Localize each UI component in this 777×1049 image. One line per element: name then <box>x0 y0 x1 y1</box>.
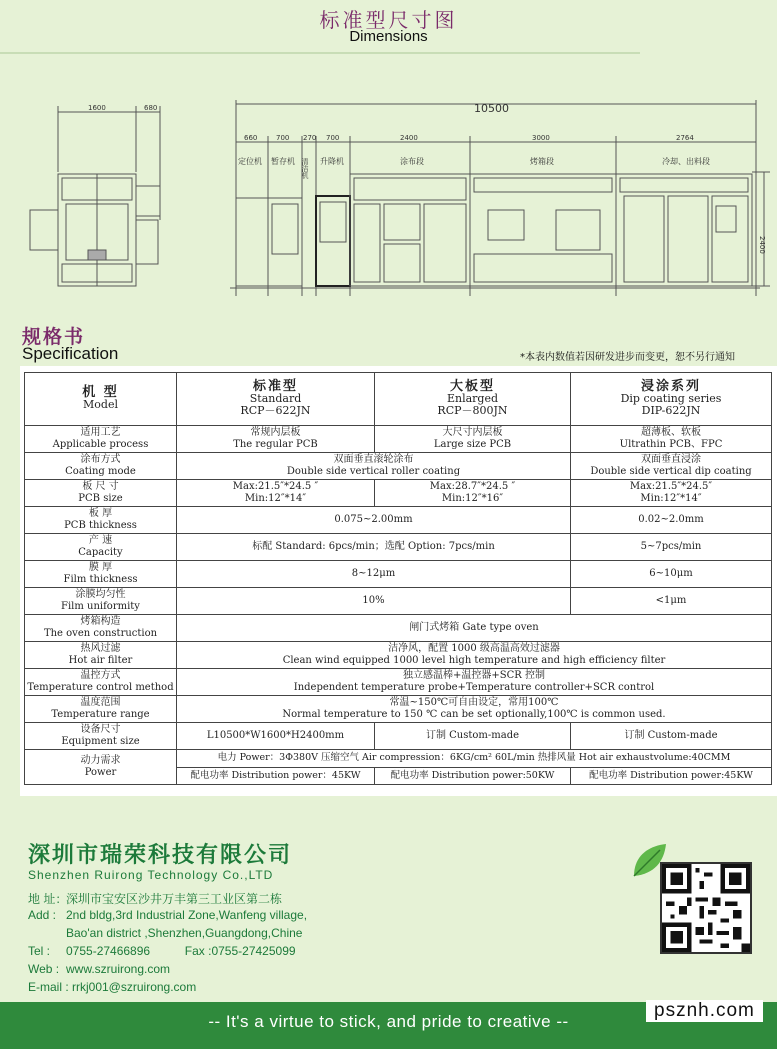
row-capacity <box>25 534 772 561</box>
label-size-en: PCB size <box>78 493 123 504</box>
cell-filter-all <box>177 642 772 669</box>
dim-total-length: 10500 <box>474 102 509 115</box>
address-en-1: 2nd bldg,3rd Industrial Zone,Wanfeng village, <box>66 908 308 922</box>
slogan: -- It's a virtue to stick, and pride to creative -- <box>208 1012 569 1031</box>
spec-title-en: Specification <box>22 344 119 363</box>
header-dip-cn: 浸涂系列 <box>640 379 701 394</box>
label-power <box>25 750 177 785</box>
cell-power-standard: 配电功率 Distribution power：45KW <box>177 767 375 785</box>
dim-left-width-2: 680 <box>144 104 158 112</box>
label-capacity-cn: 产 速 <box>88 535 113 546</box>
label-coating-en: Coating mode <box>65 466 136 477</box>
cell-film-dip: 6~10μm <box>571 561 772 588</box>
label-uniformity <box>25 588 177 615</box>
filter-en: Clean wind equipped 1000 level high temperature and high efficiency filter <box>282 655 666 666</box>
label-oven <box>25 615 177 642</box>
temp-range-cn: 常温~150℃可自由设定，常用100℃ <box>389 697 559 708</box>
header-model-cn: 机 型 <box>82 385 119 400</box>
row-film <box>25 561 772 588</box>
label-temp-control-cn: 温控方式 <box>80 670 121 681</box>
row-coating <box>25 453 772 480</box>
coating-dip-en: Double side vertical dip coating <box>590 466 752 477</box>
tel-label: Tel : <box>28 944 51 958</box>
dim-seg-6: 3000 <box>532 134 550 142</box>
header-standard <box>177 373 375 426</box>
label-thickness-cn: 板 厚 <box>88 508 113 519</box>
dim-seg-7: 2764 <box>676 134 694 142</box>
cell-process-dip <box>571 426 772 453</box>
header-model <box>25 373 177 426</box>
temp-control-cn: 独立感温棒+温控器+SCR 控制 <box>403 670 545 681</box>
divider <box>0 52 640 54</box>
size-enlarged-max: Max:28.7″*24.5 ″ <box>429 481 516 492</box>
cell-temp-control-all <box>177 669 772 696</box>
seg-label-1: 定位机 <box>238 157 262 166</box>
seg-label-5: 涂布段 <box>400 157 424 166</box>
row-oven <box>25 615 772 642</box>
label-temp-range-cn: 温度范围 <box>80 697 121 708</box>
cell-film-standard-enlarged: 8~12μm <box>177 561 571 588</box>
seg-label-3: 清洁机 <box>301 158 309 179</box>
header-dip-code: DIP-622JN <box>641 404 701 417</box>
email-label: E-mail : <box>28 980 69 994</box>
size-dip-max: Max:21.5″*24.5″ <box>629 481 713 492</box>
label-temp-range <box>25 696 177 723</box>
row-process <box>25 426 772 453</box>
dimension-drawing <box>0 60 777 305</box>
filter-cn: 洁净风，配置 1000 级高温高效过滤器 <box>388 643 560 654</box>
cell-process-enlarged <box>375 426 571 453</box>
label-process-cn: 适用工艺 <box>80 427 121 438</box>
tel-value: 0755-27466896 <box>66 944 151 958</box>
dim-seg-2: 700 <box>276 134 290 142</box>
address-label-cn: 地 址： <box>28 892 68 906</box>
address-cn: 深圳市宝安区沙井万丰第三工业区第二栋 <box>66 892 283 906</box>
cell-power-top: 电力 Power：3Φ380V 压缩空气 Air compression：6KG/cm² 60L/min 热排风量 Hot air exhaustvolume:40CMM <box>177 750 772 768</box>
header-enlarged <box>375 373 571 426</box>
dim-seg-3: 270 <box>303 134 317 142</box>
cell-temp-range-all <box>177 696 772 723</box>
row-temp-range <box>25 696 772 723</box>
label-filter <box>25 642 177 669</box>
cell-uniformity-dip: <1μm <box>571 588 772 615</box>
row-equip-size <box>25 723 772 750</box>
fax-label: Fax : <box>184 944 212 958</box>
label-thickness-en: PCB thickness <box>64 520 137 531</box>
label-equip-size <box>25 723 177 750</box>
header-standard-code: RCP－622JN <box>240 404 311 417</box>
label-power-cn: 动力需求 <box>80 755 121 766</box>
cell-equip-size-standard: L10500*W1600*H2400mm <box>177 723 375 750</box>
label-size-cn: 板 尺 寸 <box>82 481 119 492</box>
address-en-2: Bao'an district ,Shenzhen,Guangdong,Chine <box>66 926 303 940</box>
address-en-line-1 <box>28 908 307 922</box>
cell-size-standard <box>177 480 375 507</box>
email-line <box>28 980 196 994</box>
cell-process-standard <box>177 426 375 453</box>
label-temp-control-en: Temperature control method <box>27 682 174 693</box>
cell-size-enlarged <box>375 480 571 507</box>
header-standard-cn: 标准型 <box>252 379 298 394</box>
qr-code-icon <box>660 862 752 954</box>
seg-label-4: 升降机 <box>320 157 344 166</box>
web-label: Web : <box>28 962 60 976</box>
cell-thickness-standard-enlarged: 0.075~2.00mm <box>177 507 571 534</box>
label-film <box>25 561 177 588</box>
cell-coating-standard-enlarged <box>177 453 571 480</box>
watermark: psznh.com <box>646 1000 763 1022</box>
label-coating-cn: 涂布方式 <box>80 454 121 465</box>
phone-line <box>28 944 296 958</box>
size-enlarged-min: Min:12″*16″ <box>441 493 504 504</box>
label-filter-cn: 热风过滤 <box>80 643 121 654</box>
cell-uniformity-standard-enlarged: 10% <box>177 588 571 615</box>
dim-seg-1: 660 <box>244 134 258 142</box>
temp-control-en: Independent temperature probe+Temperature controller+SCR control <box>293 682 655 693</box>
label-temp-control <box>25 669 177 696</box>
header-standard-en: Standard <box>249 392 302 405</box>
label-uniformity-cn: 涂膜均匀性 <box>75 589 126 600</box>
header-model-en: Model <box>83 398 118 411</box>
company-name-en: Shenzhen Ruirong Technology Co.,LTD <box>28 868 274 882</box>
label-uniformity-en: Film uniformity <box>61 601 140 612</box>
label-filter-en: Hot air filter <box>68 655 133 666</box>
cell-coating-dip <box>571 453 772 480</box>
label-thickness <box>25 507 177 534</box>
size-standard-min: Min:12″*14″ <box>244 493 307 504</box>
size-dip-min: Min:12″*14″ <box>640 493 702 504</box>
cell-power-enlarged: 配电功率 Distribution power:50KW <box>375 767 571 785</box>
web-line <box>28 962 170 976</box>
cell-capacity-dip: 5~7pcs/min <box>571 534 772 561</box>
row-size <box>25 480 772 507</box>
header-enlarged-code: RCP－800JN <box>437 404 508 417</box>
header-enlarged-cn: 大板型 <box>449 379 495 394</box>
spec-header-row <box>25 373 772 426</box>
dim-seg-4: 700 <box>326 134 340 142</box>
process-standard-en: The regular PCB <box>233 439 318 450</box>
row-uniformity <box>25 588 772 615</box>
process-standard-cn: 常规内层板 <box>250 427 301 438</box>
dimensions-title-cn: 标准型尺寸图 <box>319 8 458 32</box>
dim-seg-5: 2400 <box>400 134 418 142</box>
spec-note: *本表内数值若因研发进步而变更，恕不另行通知 <box>520 352 735 363</box>
dimensions-title-en: Dimensions <box>349 28 428 45</box>
label-process <box>25 426 177 453</box>
row-thickness <box>25 507 772 534</box>
cell-equip-size-enlarged: 订制 Custom-made <box>375 723 571 750</box>
cell-equip-size-dip: 订制 Custom-made <box>571 723 772 750</box>
process-enlarged-cn: 大尺寸内层板 <box>442 427 503 438</box>
fax-value: 0755-27425099 <box>211 944 296 958</box>
process-dip-en: Ultrathin PCB、FPC <box>619 439 723 450</box>
cell-capacity-standard-enlarged: 标配 Standard: 6pcs/min；选配 Option: 7pcs/min <box>177 534 571 561</box>
label-film-en: Film thickness <box>63 574 138 585</box>
seg-label-7: 冷却、出料段 <box>662 157 710 166</box>
header-dip <box>571 373 772 426</box>
process-dip-cn: 超薄板、软板 <box>641 427 701 438</box>
label-size <box>25 480 177 507</box>
company-name-cn: 深圳市瑞荣科技有限公司 <box>28 843 293 868</box>
cell-power-dip: 配电功率 Distribution power:45KW <box>571 767 772 785</box>
label-process-en: Applicable process <box>52 439 149 450</box>
email-link[interactable]: rrkj001@szruirong.com <box>72 980 197 994</box>
label-equip-size-cn: 设备尺寸 <box>80 724 121 735</box>
coating-dip-cn: 双面垂直浸涂 <box>641 454 701 465</box>
label-oven-en: The oven construction <box>43 628 158 639</box>
dim-height: 2400 <box>758 236 766 254</box>
header-dip-en: Dip coating series <box>620 392 722 405</box>
cell-thickness-dip: 0.02~2.0mm <box>571 507 772 534</box>
seg-label-2: 暂存机 <box>271 157 295 166</box>
address-cn-line <box>28 890 282 907</box>
label-capacity-en: Capacity <box>78 547 123 558</box>
web-link[interactable]: www.szruirong.com <box>66 962 171 976</box>
row-power-top <box>25 750 772 768</box>
header-enlarged-en: Enlarged <box>446 392 499 405</box>
label-temp-range-en: Temperature range <box>51 709 150 720</box>
cell-oven-all: 闸门式烤箱 Gate type oven <box>177 615 772 642</box>
coating-roller-cn: 双面垂直滚轮涂布 <box>333 454 414 465</box>
coating-roller-en: Double side vertical roller coating <box>286 466 461 477</box>
temp-range-en: Normal temperature to 150 ℃ can be set optionally,100℃ is common used. <box>282 709 666 720</box>
label-coating <box>25 453 177 480</box>
process-enlarged-en: Large size PCB <box>433 439 512 450</box>
row-filter <box>25 642 772 669</box>
spec-title-cn: 规格书 <box>22 326 86 348</box>
row-temp-control <box>25 669 772 696</box>
dim-left-width-1: 1600 <box>88 104 106 112</box>
cell-size-dip <box>571 480 772 507</box>
label-capacity <box>25 534 177 561</box>
seg-label-6: 烤箱段 <box>530 157 554 166</box>
address-label-en: Add : <box>28 908 57 922</box>
spec-table <box>24 372 772 785</box>
label-equip-size-en: Equipment size <box>61 736 140 747</box>
label-power-en: Power <box>84 767 117 778</box>
label-film-cn: 膜 厚 <box>88 562 113 573</box>
label-oven-cn: 烤箱构造 <box>80 616 121 627</box>
size-standard-max: Max:21.5″*24.5 ″ <box>232 481 319 492</box>
